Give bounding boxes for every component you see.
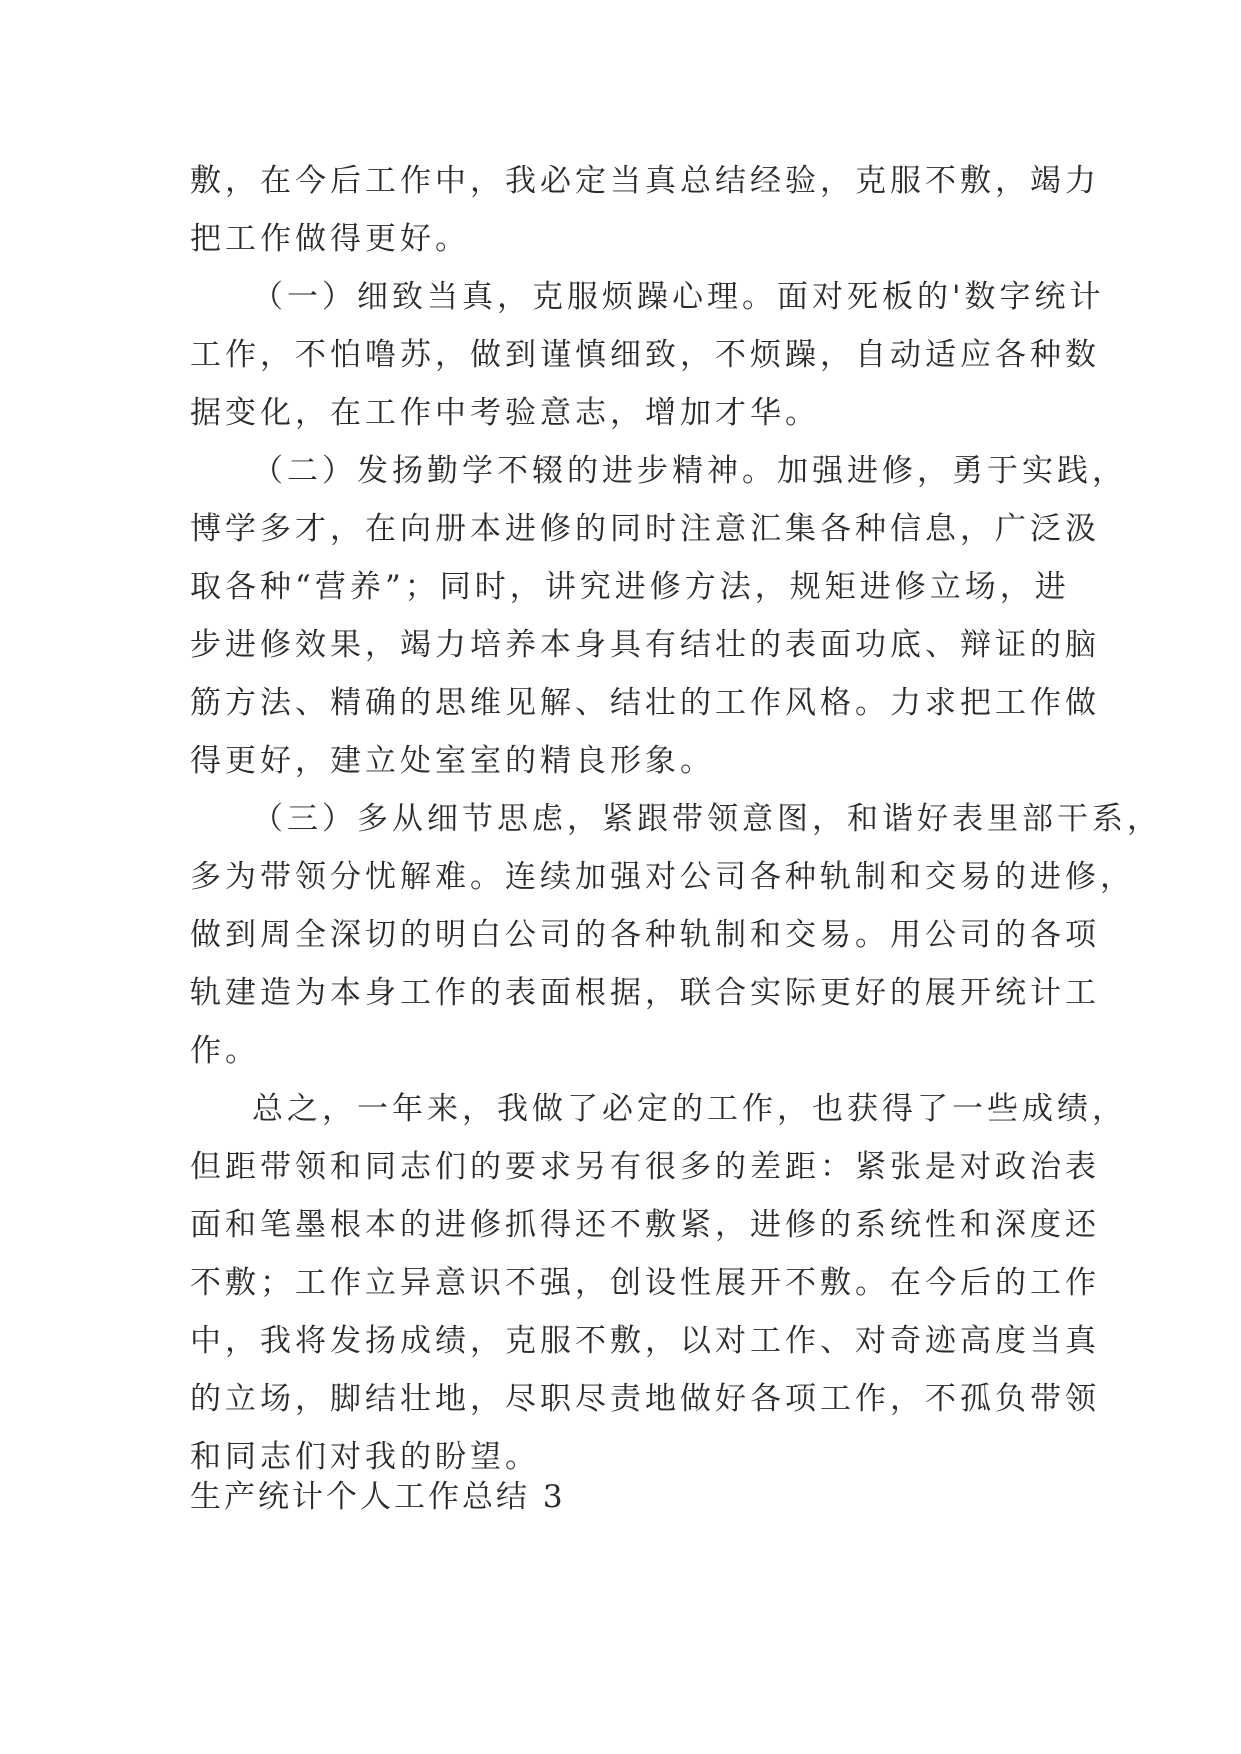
paragraph-line: 总之，一年来，我做了必定的工作，也获得了一些成绩， xyxy=(252,1091,1127,1127)
paragraph-line: 博学多才，在向册本进修的同时注意汇集各种信息，广泛汲 xyxy=(190,511,1100,547)
paragraph-line: 得更好，建立处室室的精良形象。 xyxy=(190,743,715,779)
paragraph-line: 步进修效果，竭力培养本身具有结壮的表面功底、辩证的脑 xyxy=(190,627,1100,663)
paragraph-line: 面和笔墨根本的进修抓得还不敷紧，进修的系统性和深度还 xyxy=(190,1207,1100,1243)
paragraph-line: （一）细致当真，克服烦躁心理。面对死板的'数字统计 xyxy=(252,279,1105,315)
paragraph-line: 筋方法、精确的思维见解、结壮的工作风格。力求把工作做 xyxy=(190,685,1100,721)
document-body xyxy=(190,152,1162,1486)
paragraph-line: 取各种“营养”；同时，讲究进修方法，规矩进修立场，进 xyxy=(190,569,1070,605)
paragraph-line: 但距带领和同志们的要求另有很多的差距：紧张是对政治表 xyxy=(190,1149,1100,1185)
paragraph-line: （三）多从细节思虑，紧跟带领意图，和谐好表里部干系， xyxy=(252,801,1162,837)
paragraph-line: 不敷；工作立异意识不强，创设性展开不敷。在今后的工作 xyxy=(190,1265,1100,1301)
paragraph-line: 做到周全深切的明白公司的各种轨制和交易。用公司的各项 xyxy=(190,917,1100,953)
paragraph-line: 轨建造为本身工作的表面根据，联合实际更好的展开统计工 xyxy=(190,975,1100,1011)
paragraph-line: 把工作做得更好。 xyxy=(190,221,470,257)
paragraph-line: 据变化，在工作中考验意志，增加才华。 xyxy=(190,395,820,431)
paragraph-line: 和同志们对我的盼望。 xyxy=(190,1439,540,1475)
paragraph-line: 工作，不怕噜苏，做到谨慎细致，不烦躁，自动适应各种数 xyxy=(190,337,1100,373)
paragraph-line: 多为带领分忧解难。连续加强对公司各种轨制和交易的进修， xyxy=(190,859,1135,895)
paragraph-line: 中，我将发扬成绩，克服不敷，以对工作、对奇迹高度当真 xyxy=(190,1323,1100,1359)
paragraph-line: 的立场，脚结壮地，尽职尽责地做好各项工作，不孤负带领 xyxy=(190,1381,1100,1417)
paragraph-line: 敷，在今后工作中，我必定当真总结经验，克服不敷，竭力 xyxy=(190,163,1100,199)
section-heading: 生产统计个人工作总结 3 xyxy=(190,1479,566,1515)
paragraph-line: 作。 xyxy=(190,1033,260,1069)
paragraph-line: （二）发扬勤学不辍的进步精神。加强进修，勇于实践， xyxy=(252,453,1127,489)
